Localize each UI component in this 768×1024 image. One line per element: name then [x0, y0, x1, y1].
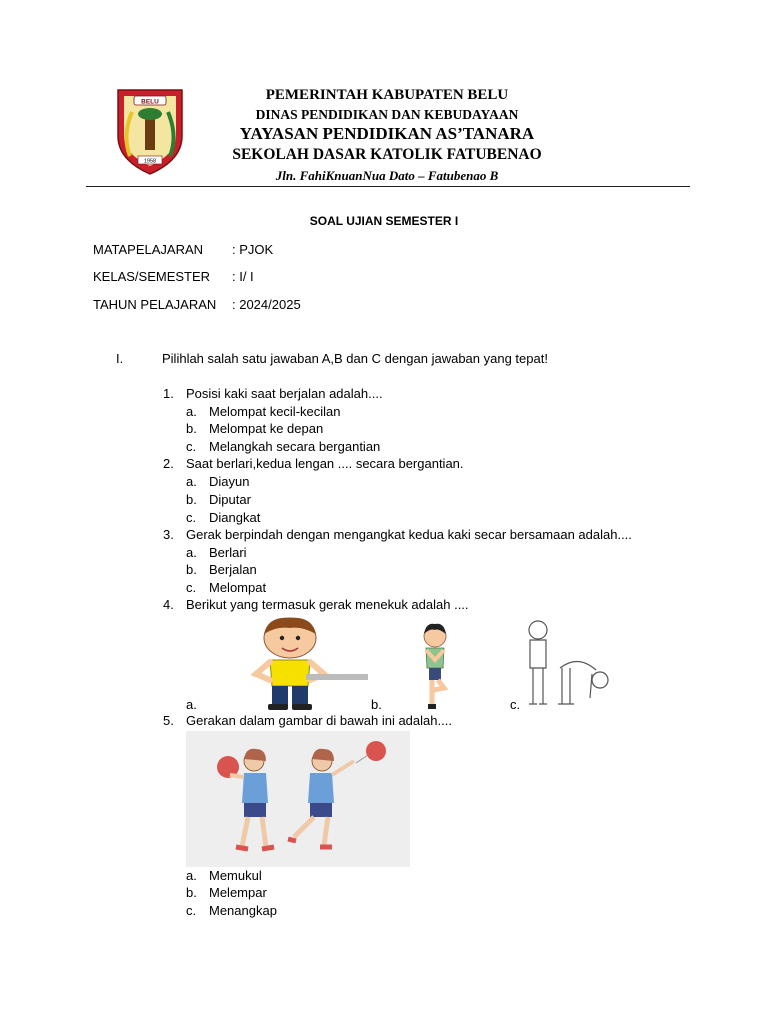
section-instruction: Pilihlah salah satu jawaban A,B dan C dengan jawaban yang tepat! — [162, 351, 548, 366]
svg-text:1958: 1958 — [143, 158, 157, 165]
option-text: Berlari — [209, 545, 247, 560]
option-text: Melangkah secara bergantian — [209, 439, 381, 454]
option-image-one-leg-stand — [410, 622, 460, 712]
option-image-forward-bend — [520, 618, 610, 712]
question-number: 1. — [163, 386, 174, 401]
question-number: 4. — [163, 597, 174, 612]
option-text: Menangkap — [209, 903, 277, 918]
header-address: Jln. FahiKnuanNua Dato – Fatubenao B — [275, 168, 499, 183]
option-key: c. — [510, 697, 521, 712]
option-key: c. — [186, 580, 197, 595]
question-text: Berikut yang termasuk gerak menekuk adalah .... — [186, 597, 469, 612]
option-text: Berjalan — [209, 562, 257, 577]
question-text: Gerakan dalam gambar di bawah ini adalah.... — [186, 713, 452, 728]
option-text: Melompat ke depan — [209, 421, 324, 436]
header-line-2: DINAS PENDIDIKAN DAN KEBUDAYAAN — [255, 107, 519, 122]
option-text: Memukul — [209, 868, 262, 883]
option-key: c. — [186, 510, 197, 525]
header-line-3: YAYASAN PENDIDIKAN AS’TANARA — [239, 124, 535, 143]
option-text: Diayun — [209, 474, 250, 489]
option-key: a. — [186, 474, 197, 489]
info-value-year: : 2024/2025 — [232, 297, 301, 312]
option-key: b. — [186, 421, 197, 436]
question-number: 2. — [163, 456, 174, 471]
header-line-4: SEKOLAH DASAR KATOLIK FATUBENAO — [232, 146, 542, 163]
info-label-class: KELAS/SEMESTER — [93, 269, 211, 284]
option-image-hands-on-hips — [212, 616, 372, 712]
option-text: Diangkat — [209, 510, 261, 525]
option-key: b. — [186, 492, 197, 507]
option-key: a. — [186, 404, 197, 419]
header-divider — [86, 186, 690, 187]
option-key: a. — [186, 545, 197, 560]
option-key: b. — [186, 562, 197, 577]
option-key: a. — [186, 868, 197, 883]
section-numeral: I. — [116, 351, 124, 366]
info-value-subject: : PJOK — [232, 242, 274, 257]
header-line-1: PEMERINTAH KABUPATEN BELU — [265, 87, 509, 103]
question-number: 3. — [163, 527, 174, 542]
option-key: b. — [186, 885, 197, 900]
option-text: Diputar — [209, 492, 251, 507]
option-key: a. — [186, 697, 197, 712]
question-text: Saat berlari,kedua lengan .... secara bergantian. — [186, 456, 464, 471]
info-label-year: TAHUN PELAJARAN — [93, 297, 217, 312]
option-text: Melempar — [209, 885, 267, 900]
option-key: b. — [371, 697, 382, 712]
option-text: Melompat — [209, 580, 267, 595]
school-logo — [112, 86, 188, 176]
info-value-class: : I/ I — [232, 269, 254, 284]
option-text: Melompat kecil-kecilan — [209, 404, 341, 419]
question-text: Gerak berpindah dengan mengangkat kedua kaki secar bersamaan adalah.... — [186, 527, 632, 542]
question-text: Posisi kaki saat berjalan adalah.... — [186, 386, 383, 401]
exam-title: SOAL UJIAN SEMESTER I — [309, 214, 459, 228]
svg-text:BELU: BELU — [141, 98, 159, 106]
question-image-ball-throw — [186, 731, 410, 867]
option-key: c. — [186, 903, 197, 918]
question-number: 5. — [163, 713, 174, 728]
info-label-subject: MATAPELAJARAN — [93, 242, 204, 257]
option-key: c. — [186, 439, 197, 454]
